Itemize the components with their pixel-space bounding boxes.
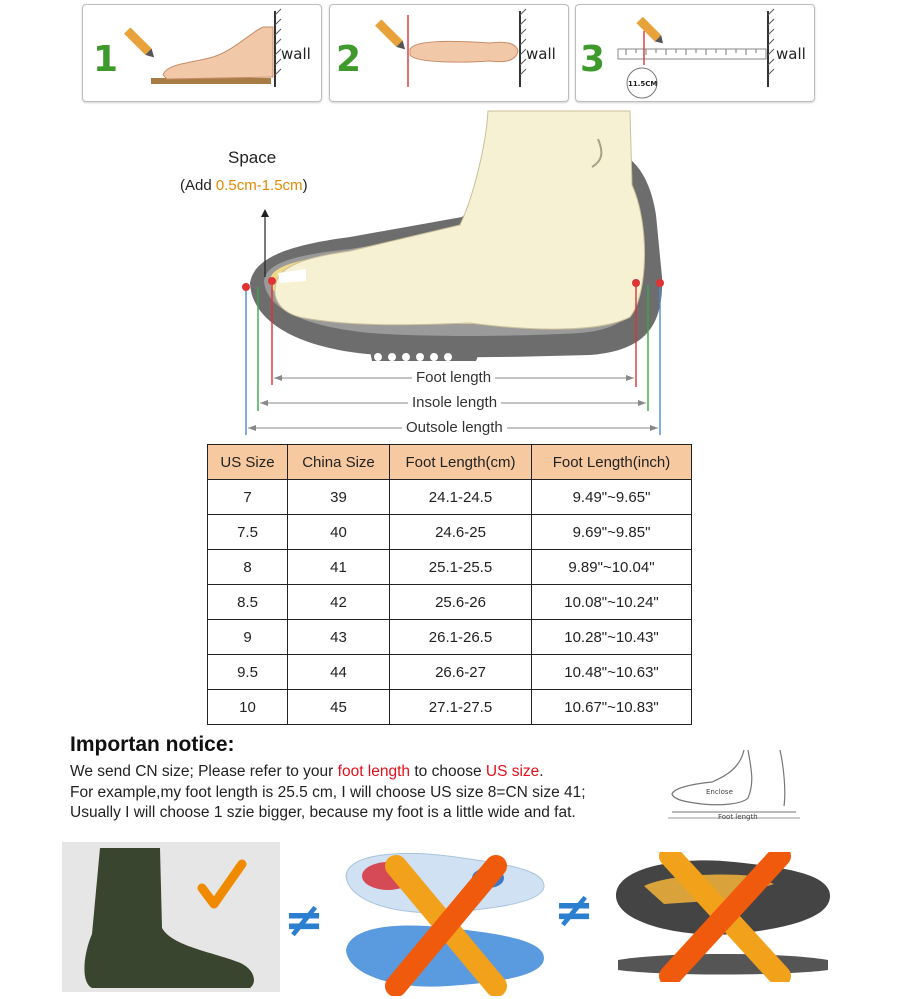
table-cell: 24.6-25 [390, 515, 532, 550]
insole-comparison-image [338, 846, 553, 996]
table-cell: 9.89"~10.04" [532, 550, 692, 585]
table-row [208, 690, 692, 725]
table-cell: 40 [288, 515, 390, 550]
table-cell: 41 [288, 550, 390, 585]
measure-label: 11.5CM [628, 80, 658, 88]
space-prefix: (Add [180, 177, 216, 194]
table-cell: 9 [208, 620, 288, 655]
notice-text: . [539, 763, 544, 780]
table-row [208, 480, 692, 515]
table-cell: 25.1-25.5 [390, 550, 532, 585]
table-cell: 8.5 [208, 585, 288, 620]
sketch-foot-length-label: Foot length [718, 813, 758, 821]
table-row [208, 620, 692, 655]
table-cell: 26.1-26.5 [390, 620, 532, 655]
insole-length-label: Insole length [408, 394, 501, 411]
notice-text: to choose [410, 763, 486, 780]
table-cell: 43 [288, 620, 390, 655]
table-cell: 25.6-26 [390, 585, 532, 620]
step-1-panel [82, 4, 322, 102]
table-cell: 9.49"~9.65" [532, 480, 692, 515]
space-suffix: ) [302, 177, 308, 194]
outsole-length-label: Outsole length [402, 419, 507, 436]
table-cell: 10 [208, 690, 288, 725]
table-row [208, 515, 692, 550]
wall-label: wall [776, 45, 806, 63]
size-table [207, 444, 692, 725]
notice-line-1 [70, 763, 544, 781]
table-cell: 7.5 [208, 515, 288, 550]
table-cell: 10.48"~10.63" [532, 655, 692, 690]
notice-highlight-us-size: US size [485, 763, 540, 780]
table-cell: 10.08"~10.24" [532, 585, 692, 620]
table-cell: 26.6-27 [390, 655, 532, 690]
table-cell: 27.1-27.5 [390, 690, 532, 725]
space-title: Space [228, 148, 277, 167]
table-row [208, 550, 692, 585]
table-cell: 9.69"~9.85" [532, 515, 692, 550]
table-header-cell: China Size [288, 445, 390, 480]
table-header-cell: US Size [208, 445, 288, 480]
foot-length-label: Foot length [412, 369, 495, 386]
step-number-1: 1 [93, 39, 119, 80]
table-row [208, 655, 692, 690]
table-row [208, 585, 692, 620]
notice-text: We send CN size; Please refer to your [70, 763, 338, 780]
wall-label: wall [526, 45, 556, 63]
space-note [180, 177, 308, 194]
notice-line-3: Usually I will choose 1 szie bigger, because my foot is a little wide and fat. [70, 804, 576, 821]
notice-highlight-foot-length: foot length [337, 763, 411, 780]
notice-line-2: For example,my foot length is 25.5 cm, I will choose US size 8=CN size 41; [70, 784, 586, 801]
foot-mannequin-image [62, 842, 280, 992]
wall-label: wall [281, 45, 311, 63]
space-range: 0.5cm-1.5cm [215, 177, 303, 194]
not-equal-icon: ≠ [554, 882, 595, 938]
table-cell: 10.67"~10.83" [532, 690, 692, 725]
table-cell: 39 [288, 480, 390, 515]
table-cell: 42 [288, 585, 390, 620]
table-cell: 10.28"~10.43" [532, 620, 692, 655]
table-cell: 24.1-24.5 [390, 480, 532, 515]
table-cell: 7 [208, 480, 288, 515]
table-cell: 8 [208, 550, 288, 585]
step-number-2: 2 [336, 39, 362, 80]
table-cell: 44 [288, 655, 390, 690]
sketch-enclose-label: Enclose [706, 788, 733, 796]
table-header-row [208, 445, 692, 480]
table-header-cell: Foot Length(inch) [532, 445, 692, 480]
step-number-3: 3 [580, 39, 606, 80]
outsole-comparison-image [604, 852, 840, 982]
table-cell: 9.5 [208, 655, 288, 690]
table-cell: 45 [288, 690, 390, 725]
table-header-cell: Foot Length(cm) [390, 445, 532, 480]
not-equal-icon: ≠ [284, 892, 325, 948]
notice-title: Importan notice: [70, 733, 235, 756]
step-3-panel [575, 4, 815, 102]
step-2-panel [329, 4, 569, 102]
